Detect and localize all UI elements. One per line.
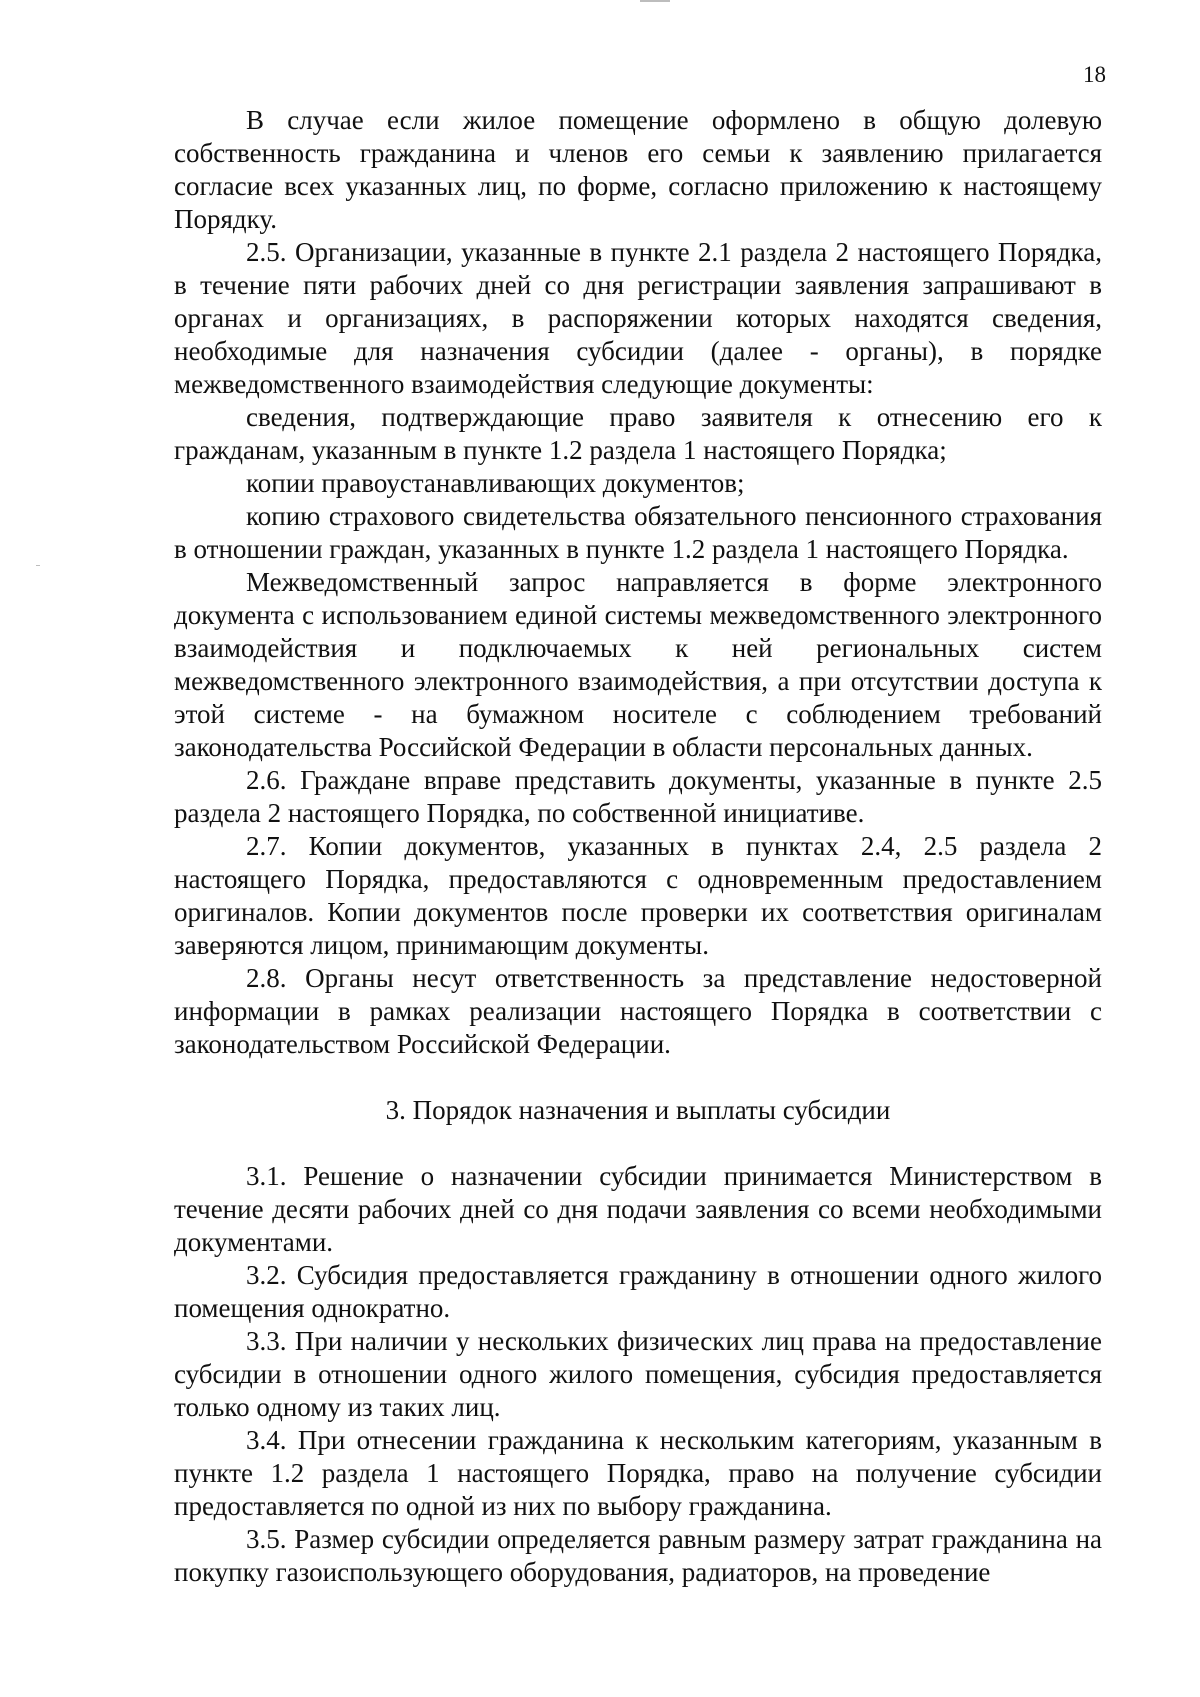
list-item-title-documents: копии правоустанавливающих документов; — [246, 468, 745, 498]
paragraph-shared-ownership: В случае если жилое помещение оформлено в общую долевую собственность гражданина и членов его семьи к заявлению прилагается согласие всех указанных лиц, по форме, согласно приложению к настоящему Порядку. — [174, 105, 1102, 234]
scan-artifact-left — [36, 565, 40, 566]
section-heading: 3. Порядок назначения и выплаты субсидии — [385, 1095, 891, 1125]
list-item-status-info: сведения, подтверждающие право заявителя к отнесению его к гражданам, указанным в пункте 1.2 раздела 1 настоящего Порядка; — [174, 402, 1102, 465]
paragraph-3-2: 3.2. Субсидия предоставляется гражданину в отношении одного жилого помещения однократно. — [174, 1260, 1102, 1323]
paragraph-3-3: 3.3. При наличии у нескольких физических лиц права на предоставление субсидии в отношении одного жилого помещения, субсидия предоставляется только одному из таких лиц. — [174, 1326, 1102, 1422]
paragraph-3-5: 3.5. Размер субсидии определяется равным размеру затрат гражданина на покупку газоиспользующего оборудования, радиаторов, на проведение — [174, 1524, 1102, 1587]
paragraph-2-7: 2.7. Копии документов, указанных в пунктах 2.4, 2.5 раздела 2 настоящего Порядка, предоставляются с одновременным предоставлением оригиналов. Копии документов после проверки их соответствия оригиналам заверяются лицом, принимающим документы. — [174, 831, 1102, 960]
paragraph-2-5: 2.5. Организации, указанные в пункте 2.1 раздела 2 настоящего Порядка, в течение пяти рабочих дней со дня регистрации заявления запрашивают в органах и организациях, в распоряжении которых находятся сведения, необходимые для назначения субсидии (далее - органы), в порядке межведомственного взаимодействия следующие документы: — [174, 237, 1102, 399]
paragraph-2-8: 2.8. Органы несут ответственность за представление недостоверной информации в рамках реализации настоящего Порядка в соответствии с законодательством Российской Федерации. — [174, 963, 1102, 1059]
paragraph-3-4: 3.4. При отнесении гражданина к нескольким категориям, указанным в пункте 1.2 раздела 1 настоящего Порядка, право на получение субсидии предоставляется по одной из них по выбору гражданина. — [174, 1425, 1102, 1521]
document-body — [174, 104, 1102, 1589]
paragraph-2-6: 2.6. Граждане вправе представить документы, указанные в пункте 2.5 раздела 2 настоящего Порядка, по собственной инициативе. — [174, 765, 1102, 828]
paragraph-interagency-request: Межведомственный запрос направляется в форме электронного документа с использованием единой системы межведомственного электронного взаимодействия и подключаемых к ней региональных систем межведомственного электронного взаимодействия, а при отсутствии доступа к этой системе - на бумажном носителе с соблюдением требований законодательства Российской Федерации в области персональных данных. — [174, 567, 1102, 762]
scan-artifact-top — [640, 0, 670, 2]
page-number: 18 — [1083, 62, 1106, 87]
list-item-pension-certificate: копию страхового свидетельства обязательного пенсионного страхования в отношении граждан, указанных в пункте 1.2 раздела 1 настоящего Порядка. — [174, 501, 1102, 564]
paragraph-3-1: 3.1. Решение о назначении субсидии принимается Министерством в течение десяти рабочих дней со дня подачи заявления со всеми необходимыми документами. — [174, 1161, 1102, 1257]
